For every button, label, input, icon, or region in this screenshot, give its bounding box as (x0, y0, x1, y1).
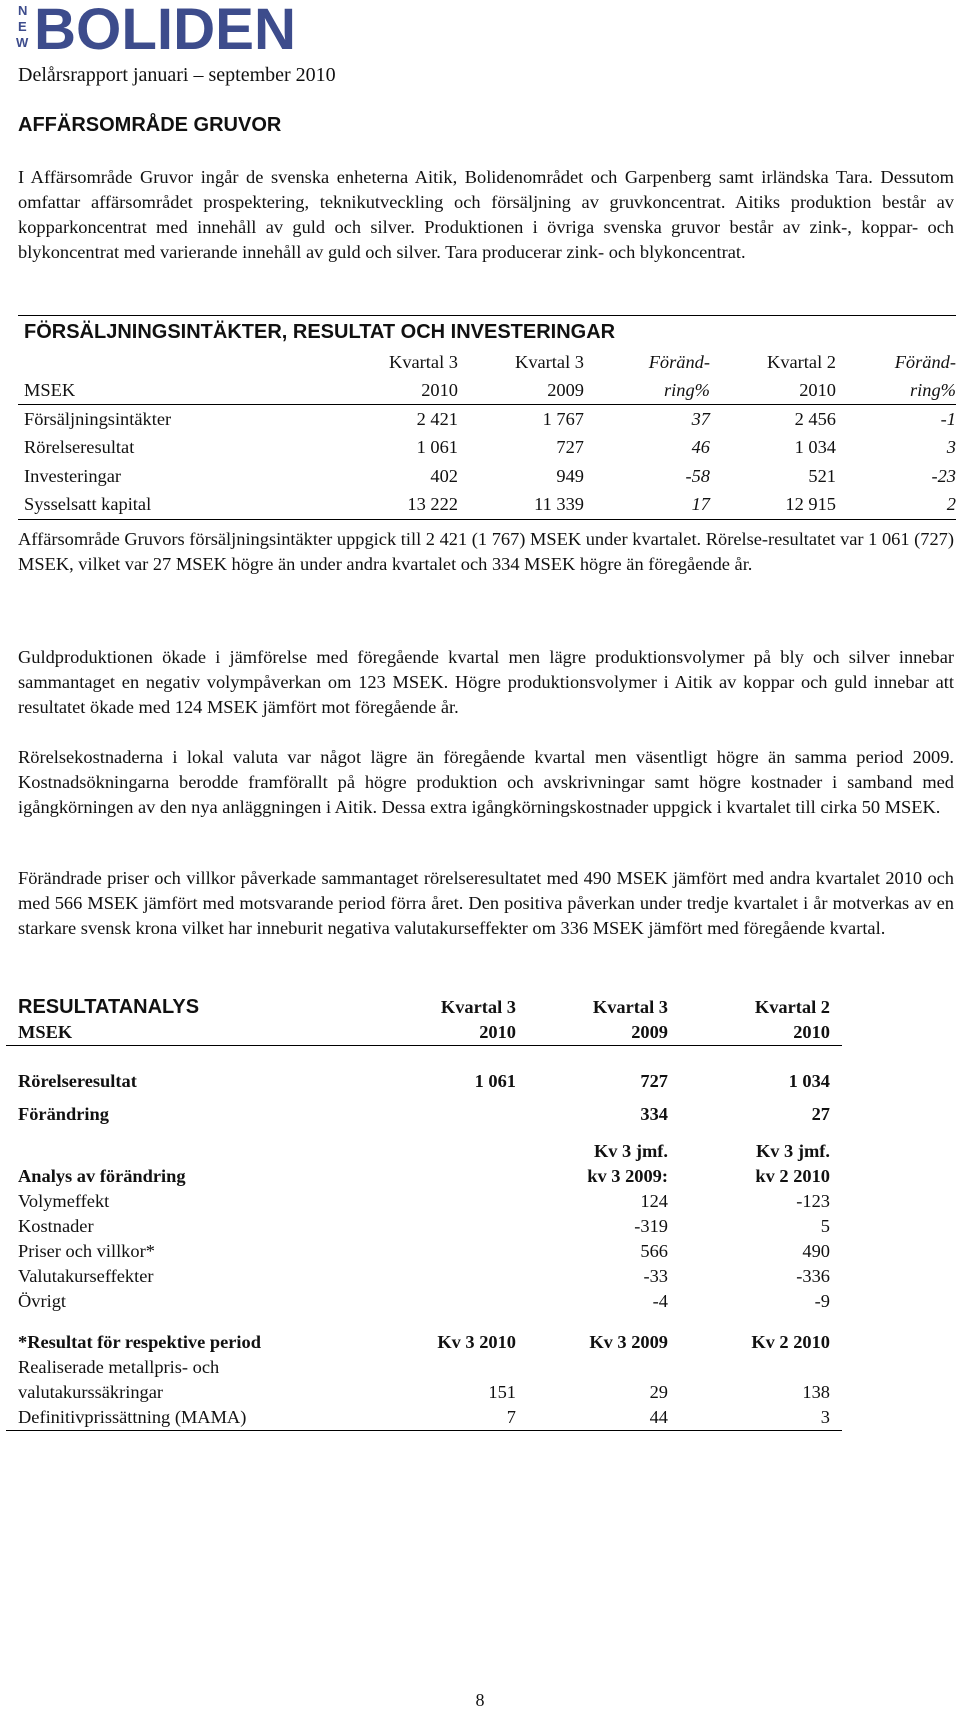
table-row (6, 1355, 842, 1380)
table-cell: kv 2 2010 (755, 1166, 830, 1186)
analysis-header-row-2 (6, 1164, 842, 1189)
table1-header-cell: Kvartal 2 (767, 351, 836, 372)
table-row (6, 1264, 842, 1289)
table-cell: 2 (836, 491, 956, 520)
table1-header-cell: ring% (584, 376, 710, 405)
row-label: Investeringar (24, 465, 122, 486)
row-label: valutakurssäkringar (18, 1382, 164, 1402)
row-label: Rörelseresultat (18, 1071, 137, 1091)
row-label: Övrigt (18, 1291, 67, 1311)
table1-header-cell (18, 348, 306, 376)
table1-header-cell: MSEK (18, 376, 306, 405)
table-row (6, 1380, 842, 1405)
table-row (6, 1102, 842, 1127)
table-row (18, 405, 956, 434)
table-cell: 44 (528, 1405, 680, 1431)
logo-new-n: N (18, 3, 28, 18)
table2-header-cell: 2009 (528, 1020, 680, 1046)
row-label: Rörelseresultat (24, 437, 135, 458)
table-cell: 7 (376, 1405, 528, 1431)
table-cell: 151 (488, 1382, 516, 1402)
table-cell: 29 (649, 1382, 668, 1402)
table-cell (376, 1164, 528, 1189)
table-cell: 727 (640, 1071, 668, 1091)
table-cell: 2 421 (416, 408, 458, 429)
table-cell: -319 (634, 1216, 668, 1236)
table-cell (6, 1139, 376, 1164)
logo-wordmark: BOLIDEN (34, 0, 296, 52)
table-cell: Kv 2 2010 (751, 1332, 830, 1352)
table-cell: -23 (931, 465, 956, 486)
table-cell: -4 (652, 1291, 668, 1311)
page-number: 8 (475, 1690, 485, 1710)
logo-new-e: E (18, 19, 27, 34)
table-cell: 37 (691, 408, 710, 429)
table-row (6, 1289, 842, 1314)
table1-header-cell: Kvartal 3 (515, 351, 584, 372)
row-label: *Resultat för respektive period (18, 1332, 261, 1352)
table-cell: 566 (640, 1241, 668, 1261)
paragraph-gold-production: Guldproduktionen ökade i jämförelse med föregående kvartal men lägre produktionsvolymer på bly och silver innebar sammantaget en negativ volympåverkan om 123 MSEK. Högre produktionsvolymer i Aitik av koppar och guld innebar att resultatet ökade med 124 MSEK jämfört mot föregående år. (18, 647, 954, 717)
table-cell: 402 (430, 465, 458, 486)
section-heading: AFFÄRSOMRÅDE GRUVOR (18, 114, 282, 136)
table-cell: -123 (796, 1191, 830, 1211)
table-cell: 27 (811, 1104, 830, 1124)
row-label: Realiserade metallpris- och (18, 1357, 220, 1377)
table1-title: FÖRSÄLJNINGSINTÄKTER, RESULTAT OCH INVESTERINGAR (18, 315, 956, 348)
table-cell (376, 1239, 528, 1264)
boliden-logo (14, 0, 314, 52)
table2-header-cell: Kvartal 2 (754, 997, 830, 1017)
row-label: Priser och villkor* (18, 1241, 155, 1261)
row-label: Valutakurseffekter (18, 1266, 154, 1286)
row-label: Sysselsatt kapital (18, 491, 306, 520)
table-row (6, 1189, 842, 1214)
table1-header-cell: Föränd- (894, 351, 956, 372)
table2-header-cell: Kvartal 3 (440, 997, 516, 1017)
table2-unit: MSEK (6, 1020, 376, 1046)
intro-paragraph: I Affärsområde Gruvor ingår de svenska enheterna Aitik, Bolidenområdet och Garpenberg samt irländska Tara. Dessutom omfattar affärsområdet prospektering, teknikutveckling och försäljning av gruvkoncentrat. Aitiks produktion består av kopparkoncentrat med innehåll av guld och silver. Produktionen i övriga svenska gruvor består av zink-, koppar- och blykoncentrat med varierande innehåll av guld och silver. Tara producerar zink- och blykoncentrat. (18, 167, 954, 262)
row-label: Kostnader (18, 1216, 94, 1236)
row-label: Volymeffekt (18, 1191, 110, 1211)
table-cell: 46 (691, 437, 710, 458)
table-cell: 5 (820, 1216, 830, 1236)
row-label: Förändring (18, 1104, 109, 1124)
table1-header-cell: 2010 (306, 376, 458, 405)
table-cell: -336 (796, 1266, 830, 1286)
spacer-row (6, 1046, 842, 1070)
table-cell (376, 1289, 528, 1314)
table-row (18, 462, 956, 491)
paragraph-prices-terms: Förändrade priser och villkor påverkade sammantaget rörelseresultatet med 490 MSEK jämfört med andra kvartalet 2010 och med 566 MSEK jämfört med motsvarande period förra året. Den positiva påverkan under tredje kvartalet i år motverkas av en starkare svensk krona vilket har inneburit negativa valutakurseffekter om 336 MSEK jämfört med föregående kvartal. (18, 868, 954, 938)
table-row (6, 1069, 842, 1094)
spacer-row (6, 1127, 842, 1139)
table-cell: 12 915 (710, 491, 836, 520)
table-cell: kv 3 2009: (587, 1166, 668, 1186)
table-cell: Kv 3 2010 (437, 1332, 516, 1352)
table-cell: 334 (640, 1104, 668, 1124)
table-row (6, 1214, 842, 1239)
table-cell: 3 (680, 1405, 842, 1431)
table1-header-cell: Kvartal 3 (389, 351, 458, 372)
table-cell: 11 339 (458, 491, 584, 520)
table1-header-cell: 2009 (458, 376, 584, 405)
table-cell: Kv 3 2009 (589, 1332, 668, 1352)
paragraph-sales: Affärsområde Gruvors försäljningsintäkter uppgick till 2 421 (1 767) MSEK under kvartalet. Rörelse-resultatet var 1 061 (727) MSEK, vilket var 27 MSEK högre än under andra kvartalet och 334 MSEK högre än föregående år. (18, 529, 954, 574)
table1-header-cell: 2010 (710, 376, 836, 405)
table-row (18, 434, 956, 463)
result-analysis-table (6, 995, 842, 1431)
table-cell (376, 1139, 528, 1164)
table-cell: 949 (556, 465, 584, 486)
table2-header-row-2 (6, 1020, 842, 1046)
table-cell: Kv 3 jmf. (593, 1141, 668, 1161)
table-row (6, 1239, 842, 1264)
sales-results-table (18, 315, 956, 520)
table-cell: 138 (802, 1382, 830, 1402)
report-title: Delårsrapport januari – september 2010 (18, 64, 336, 86)
table-cell: 1 034 (794, 437, 836, 458)
analysis-header-row-1 (6, 1139, 842, 1164)
table-cell: -33 (643, 1266, 668, 1286)
spacer-row (6, 1314, 842, 1330)
table1-header-row-2 (18, 376, 956, 405)
table-cell (376, 1264, 528, 1289)
table-cell: 13 222 (306, 491, 458, 520)
table-cell: 2 456 (794, 408, 836, 429)
row-label: Definitivprissättning (MAMA) (6, 1405, 376, 1431)
table2-header-cell: 2010 (680, 1020, 842, 1046)
paragraph-operating-costs: Rörelsekostnaderna i lokal valuta var något lägre än föregående kvartal men väsentligt högre än samma period 2009. Kostnadsökningarna berodde framförallt på högre produktion och avskrivningar samt högre kostnader i samband med igångkörningen av den nya anläggningen i Aitik. Dessa extra igångkörningskostnader uppgick i kvartalet till cirka 50 MSEK. (18, 747, 954, 817)
table2-header-cell: Kvartal 3 (592, 997, 668, 1017)
logo-new-w: W (16, 35, 29, 50)
table-cell: 490 (802, 1241, 830, 1261)
table-row (18, 491, 956, 520)
resultat-header-row (6, 1330, 842, 1355)
table-cell (376, 1102, 528, 1127)
table-cell: 1 034 (788, 1071, 830, 1091)
row-label: Analys av förändring (18, 1166, 186, 1186)
table-cell: -1 (940, 408, 956, 429)
table-row (6, 1405, 842, 1431)
table1-header-row-1 (18, 348, 956, 376)
table1-header-cell: ring% (836, 376, 956, 405)
table-cell: 727 (556, 437, 584, 458)
row-label: Försäljningsintäkter (24, 408, 172, 429)
table-cell: 1 061 (416, 437, 458, 458)
table-cell (376, 1189, 528, 1214)
table2-header-row-1 (6, 995, 842, 1020)
table-cell: -58 (685, 465, 710, 486)
table2-header-cell: 2010 (376, 1020, 528, 1046)
table-cell: 1 767 (542, 408, 584, 429)
table2-title: RESULTATANALYS (18, 996, 200, 1018)
table-cell: 3 (946, 437, 956, 458)
table-cell: 521 (808, 465, 836, 486)
table-cell: Kv 3 jmf. (755, 1141, 830, 1161)
spacer-row (6, 1094, 842, 1102)
table-cell: 17 (584, 491, 710, 520)
table-cell (376, 1214, 528, 1239)
table1-header-cell: Föränd- (648, 351, 710, 372)
table-cell: 124 (640, 1191, 668, 1211)
table-cell: 1 061 (474, 1071, 516, 1091)
table-cell: -9 (814, 1291, 830, 1311)
